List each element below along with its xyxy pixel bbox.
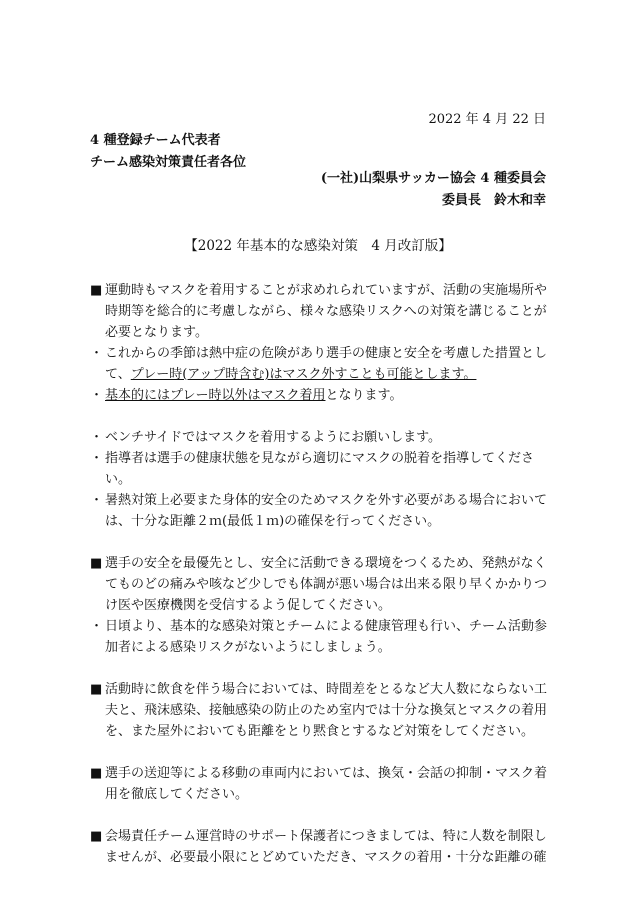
square-bullet: ■: [90, 556, 103, 571]
recipient-line-2: チーム感染対策責任者各位: [90, 155, 247, 170]
dot-bullet: ・: [90, 493, 104, 508]
square-bullet: ■: [90, 829, 103, 844]
document-body: [90, 280, 548, 868]
underlined-text: プレー時(アップ時含む)はマスク外すことも可能とします。: [130, 367, 477, 382]
underlined-text: 基本的にはプレー時以外はマスク着用: [105, 388, 326, 403]
item-text-part: となります。: [325, 388, 403, 403]
item-text: 暑熱対策上必要また身体的安全のためマスクを外す必要がある場合においては、十分な距離２ｍ(最低１ｍ)の確保を行ってください。: [105, 493, 548, 529]
square-bullet: ■: [90, 682, 103, 697]
list-item: [90, 763, 548, 805]
document-title: 【2022 年基本的な感染対策 4 月改訂版】: [184, 238, 452, 254]
list-item: [90, 826, 548, 868]
list-item: [90, 280, 548, 343]
dot-bullet: ・: [90, 388, 104, 403]
recipient-line-1: 4 種登録チーム代表者: [90, 133, 221, 148]
square-bullet: ■: [90, 766, 103, 781]
list-item: [90, 343, 548, 385]
dot-bullet: ・: [90, 619, 104, 634]
item-text: 選手の安全を最優先とし、安全に活動できる環境をつくるため、発熱がなくてものどの痛みや咳など少しでも体調が悪い場合は出来る限り早くかかりつけ医や医療機関を受信するよう促してください。: [105, 556, 548, 613]
spacer: [90, 742, 548, 763]
item-text: 指導者は選手の健康状態を見ながら適切にマスクの脱着を指導してください。: [105, 451, 535, 487]
list-item: [90, 490, 548, 532]
list-item: [90, 553, 548, 616]
sender-name: 委員長 鈴木和幸: [441, 193, 546, 208]
list-item: [90, 679, 548, 742]
spacer: [90, 532, 548, 553]
item-text: 選手の送迎等による移動の車両内においては、換気・会話の抑制・マスク着用を徹底してください。: [105, 766, 548, 802]
square-bullet: ■: [90, 283, 103, 298]
sender-organization: (一社)山梨県サッカー協会 4 種委員会: [320, 171, 546, 186]
item-text-part: これからの季節は熱中症の危険があり選手の健康と安全を考慮した措置として、: [105, 346, 548, 382]
list-item: [90, 427, 548, 448]
item-text: 日頃より、基本的な感染対策とチームによる健康管理も行い、チーム活動参加者による感染リスクがないようにしましょう。: [105, 619, 548, 655]
item-text: 活動時に飲食を伴う場合においては、時間差をとるなど大人数にならない工夫と、飛沫感染、接触感染の防止のため室内では十分な換気とマスクの着用を、また屋外においても距離をとり黙食とするなど対策をしてください。: [105, 682, 548, 739]
item-text: [105, 385, 548, 406]
dot-bullet: ・: [90, 451, 104, 466]
spacer: [90, 658, 548, 679]
item-text: ベンチサイドではマスクを着用するようにお願いします。: [105, 430, 442, 445]
spacer: [90, 406, 548, 427]
item-text: 運動時もマスクを着用することが求めれられていますが、活動の実施場所や時期等を総合的に考慮しながら、様々な感染リスクへの対策を講じることが必要となります。: [105, 283, 548, 340]
dot-bullet: ・: [90, 430, 104, 445]
list-item: [90, 616, 548, 658]
list-item: [90, 448, 548, 490]
spacer: [90, 805, 548, 826]
item-text: [105, 343, 548, 385]
dot-bullet: ・: [90, 346, 104, 361]
item-text: 会場責任チーム運営時のサポート保護者につきましては、特に人数を制限しませんが、必要最小限にとどめていただき、マスクの着用・十分な距離の確: [105, 829, 547, 865]
document-date: 2022 年 4 月 22 日: [428, 112, 546, 127]
list-item: [90, 385, 548, 406]
